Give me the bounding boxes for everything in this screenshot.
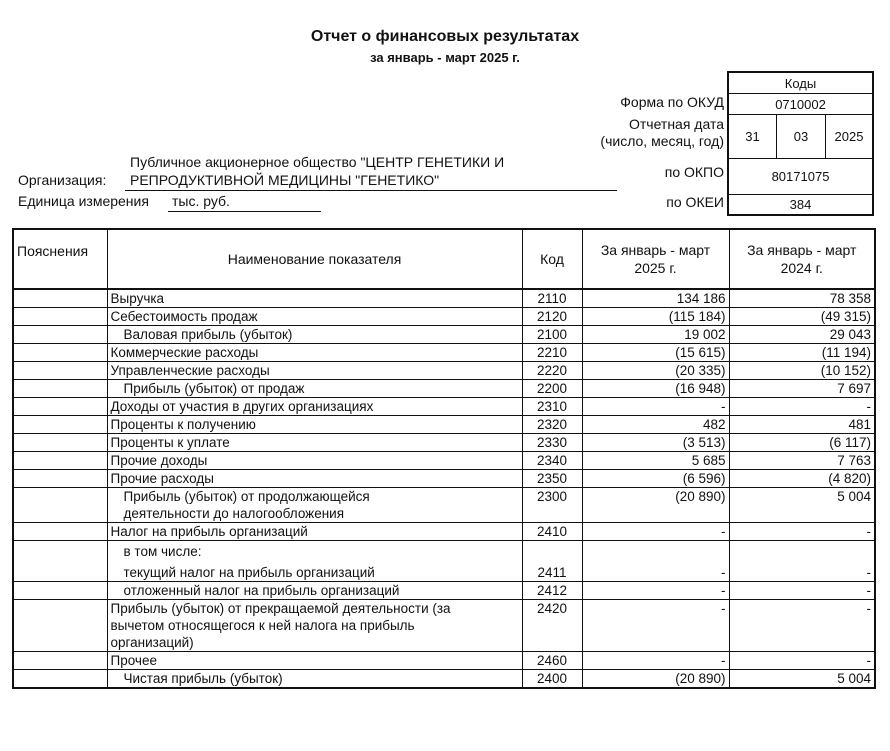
- row-value-2025: (15 615): [582, 344, 729, 362]
- col-2024-header-line2: 2024 г.: [780, 260, 823, 276]
- row-name: Прибыль (убыток) от продаж: [107, 380, 522, 398]
- row-value-2025: -: [582, 523, 729, 541]
- row-value-2024: 7 697: [729, 380, 875, 398]
- row-value-2024: 5 004: [729, 488, 875, 523]
- row-name: Чистая прибыль (убыток): [107, 670, 522, 689]
- row-value-2025: -: [582, 652, 729, 670]
- row-code: 2300: [522, 488, 582, 523]
- okpo-label: по ОКПО: [664, 164, 724, 180]
- table-row: [13, 488, 875, 523]
- table-row: [13, 670, 875, 689]
- row-code: 2412: [522, 582, 582, 600]
- col-code-header: Код: [522, 229, 582, 289]
- report-date: [729, 115, 872, 159]
- row-value-2025: -: [582, 541, 729, 582]
- row-name-line2: деятельности до налогообложения: [123, 506, 345, 521]
- col-2024-header-line1: За январь - март: [747, 242, 857, 258]
- org-name-line2: РЕПРОДУКТИВНОЙ МЕДИЦИНЫ "ГЕНЕТИКО": [130, 172, 440, 188]
- row-name: Управленческие расходы: [107, 362, 522, 380]
- unit-value: тыс. руб.: [172, 193, 230, 209]
- table-row: [13, 523, 875, 541]
- col-2025-header-line1: За январь - март: [600, 242, 711, 258]
- row-name: Проценты к уплате: [107, 434, 522, 452]
- date-format-label: (число, месяц, год): [600, 133, 724, 149]
- table-row: [13, 308, 875, 326]
- row-code: 2210: [522, 344, 582, 362]
- row-value-2024: 481: [729, 416, 875, 434]
- row-name-line2: вычетом относящегося к ней налога на прибыль: [110, 618, 415, 633]
- row-code: 2220: [522, 362, 582, 380]
- row-value-2025: (20 335): [582, 362, 729, 380]
- row-code: 2110: [522, 289, 582, 308]
- row-name: Выручка: [107, 289, 522, 308]
- row-value-2024: -: [729, 582, 875, 600]
- table-row: [13, 380, 875, 398]
- row-name: Прочее: [107, 652, 522, 670]
- codes-box: [727, 71, 874, 216]
- okud-code: 0710002: [729, 94, 872, 115]
- okpo-code: 80171075: [729, 159, 872, 195]
- row-value-2024: -: [729, 398, 875, 416]
- row-value-2025: 5 685: [582, 452, 729, 470]
- row-name-line2: текущий налог на прибыль организаций: [123, 565, 375, 580]
- row-code: 2310: [522, 398, 582, 416]
- col-2025-header: [582, 229, 729, 289]
- row-value-2024: (11 194): [729, 344, 875, 362]
- row-code: 2200: [522, 380, 582, 398]
- row-name: [107, 541, 522, 582]
- table-row: [13, 452, 875, 470]
- org-underline: [125, 176, 617, 191]
- row-code: 2410: [522, 523, 582, 541]
- financial-results-table: [12, 228, 876, 689]
- row-value-2024: -: [729, 652, 875, 670]
- org-label: Организация:: [18, 172, 107, 188]
- date-label: Отчетная дата: [628, 116, 724, 132]
- table-row: [13, 289, 875, 308]
- okei-label: по ОКЕИ: [666, 194, 724, 210]
- row-value-2025: (6 596): [582, 470, 729, 488]
- row-code: 2100: [522, 326, 582, 344]
- row-name-line1: Прибыль (убыток) от прекращаемой деятельности (за: [110, 601, 451, 616]
- row-name: отложенный налог на прибыль организаций: [107, 582, 522, 600]
- row-value-2024: 7 763: [729, 452, 875, 470]
- row-value-2025: 482: [582, 416, 729, 434]
- row-value-2024: (6 117): [729, 434, 875, 452]
- row-value-2025: -: [582, 398, 729, 416]
- row-value-2024: (10 152): [729, 362, 875, 380]
- row-value-2024: (4 820): [729, 470, 875, 488]
- table-row: [13, 362, 875, 380]
- report-title: Отчет о финансовых результатах: [310, 28, 580, 45]
- row-value-2025: (3 513): [582, 434, 729, 452]
- table-row: [13, 326, 875, 344]
- row-name: Доходы от участия в других организациях: [107, 398, 522, 416]
- row-value-2024: 5 004: [729, 670, 875, 689]
- row-name: Налог на прибыль организаций: [107, 523, 522, 541]
- table-row: [13, 652, 875, 670]
- codes-header: Коды: [729, 73, 872, 94]
- table-row: [13, 600, 875, 652]
- report-period: за январь - март 2025 г.: [370, 50, 520, 65]
- row-code: 2420: [522, 600, 582, 652]
- row-name: Валовая прибыль (убыток): [107, 326, 522, 344]
- row-value-2024: -: [729, 600, 875, 652]
- row-name-line1: Прибыль (убыток) от продолжающейся: [123, 489, 370, 504]
- row-name-line1: в том числе:: [123, 544, 202, 559]
- row-name: [107, 488, 522, 523]
- col-2025-header-line2: 2025 г.: [634, 260, 677, 276]
- row-name: Прочие доходы: [107, 452, 522, 470]
- report-year: 2025: [834, 129, 864, 144]
- row-code: 2340: [522, 452, 582, 470]
- table-row: [13, 398, 875, 416]
- org-name-line1: Публичное акционерное общество "ЦЕНТР ГЕНЕТИКИ И: [130, 154, 505, 170]
- row-value-2025: 134 186: [582, 289, 729, 308]
- row-value-2024: -: [729, 541, 875, 582]
- row-value-2024: 78 358: [729, 289, 875, 308]
- row-name: Проценты к получению: [107, 416, 522, 434]
- row-value-2025: (115 184): [582, 308, 729, 326]
- okud-label: Форма по ОКУД: [620, 94, 724, 110]
- row-value-2025: (16 948): [582, 380, 729, 398]
- table-row: [13, 582, 875, 600]
- row-code: 2320: [522, 416, 582, 434]
- row-value-2025: 19 002: [582, 326, 729, 344]
- row-name: Коммерческие расходы: [107, 344, 522, 362]
- row-value-2025: -: [582, 600, 729, 652]
- row-value-2025: -: [582, 582, 729, 600]
- col-notes-header: Пояснения: [13, 229, 107, 289]
- col-2024-header: [729, 229, 875, 289]
- report-month: 03: [777, 115, 826, 158]
- row-code: 2330: [522, 434, 582, 452]
- table-row: [13, 470, 875, 488]
- unit-label: Единица измерения: [18, 193, 149, 209]
- row-value-2025: (20 890): [582, 488, 729, 523]
- table-row: [13, 434, 875, 452]
- row-name: Прочие расходы: [107, 470, 522, 488]
- table-row: [13, 541, 875, 582]
- row-name: [107, 600, 522, 652]
- row-code: 2350: [522, 470, 582, 488]
- row-value-2025: (20 890): [582, 670, 729, 689]
- row-value-2024: 29 043: [729, 326, 875, 344]
- table-row: [13, 344, 875, 362]
- row-value-2024: (49 315): [729, 308, 875, 326]
- row-value-2024: -: [729, 523, 875, 541]
- report-day: 31: [729, 115, 777, 158]
- row-name-line3: организаций): [110, 635, 194, 650]
- row-code: 2411: [522, 541, 582, 582]
- table-header-row: [13, 229, 875, 289]
- unit-underline: [168, 197, 321, 212]
- col-name-header: Наименование показателя: [107, 229, 522, 289]
- row-code: 2120: [522, 308, 582, 326]
- row-code: 2400: [522, 670, 582, 689]
- okei-code: 384: [789, 197, 812, 212]
- table-row: [13, 416, 875, 434]
- row-name: Себестоимость продаж: [107, 308, 522, 326]
- row-code: 2460: [522, 652, 582, 670]
